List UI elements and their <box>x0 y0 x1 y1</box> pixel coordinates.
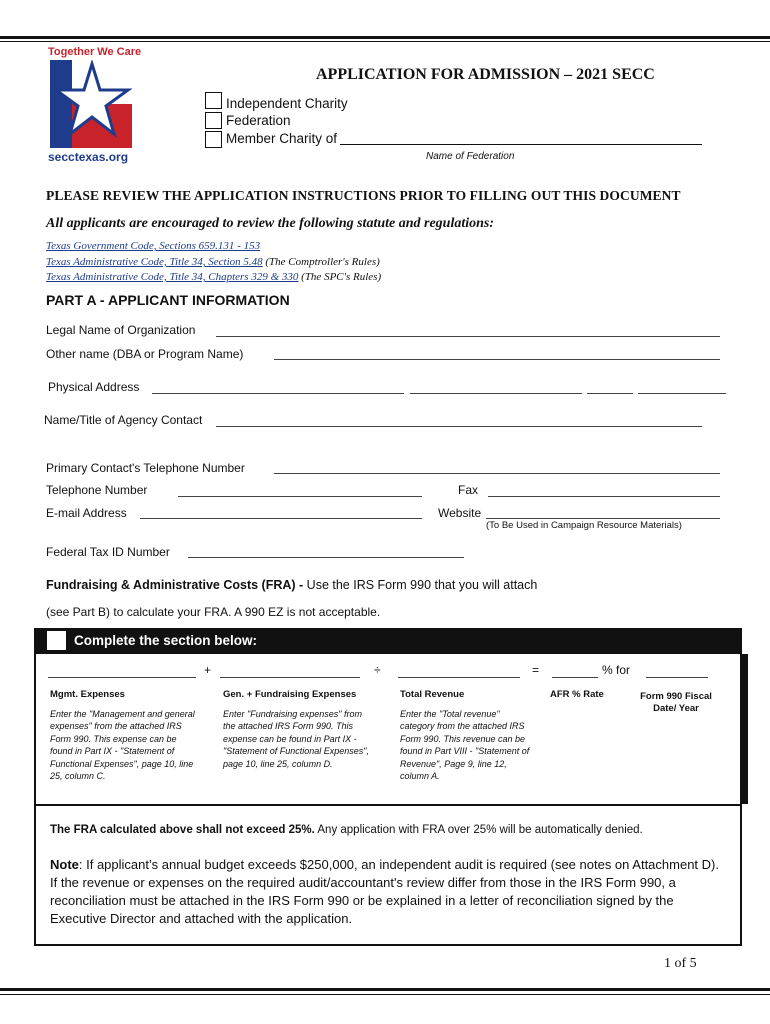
agency-contact-field[interactable] <box>216 426 702 427</box>
review-notice: PLEASE REVIEW THE APPLICATION INSTRUCTIONS PRIOR TO FILLING OUT THIS DOCUMENT <box>46 188 681 203</box>
legal-name-field[interactable] <box>216 336 720 337</box>
box-divider <box>34 804 742 806</box>
note-bold: Note <box>50 857 79 872</box>
divide-operator: ÷ <box>374 663 381 677</box>
city-field[interactable] <box>410 393 582 394</box>
fra-limit-bold: The FRA calculated above shall not exceed 25%. <box>50 824 315 836</box>
fra-complete-checkbox[interactable] <box>47 631 66 650</box>
mgmt-expenses-instructions: Enter the "Management and general expenses" from the attached IRS Form 990. This expense can be found in Part IX - "Statement of Functional Expenses", page 10, line 25, column C. <box>50 709 195 782</box>
federation-caption: Name of Federation <box>426 151 515 162</box>
note-text: : If applicant’s annual budget exceeds $250,000, an independent audit is required (see notes on Attachment D). If the revenue or expenses on the required audit/accountant's review differ from those in the IRS Form 990, a reconciliation must be attached in the IRS Form 990 or be explained in a letter of reconciliation signed by the Executive Director and attached with the application. <box>50 857 719 926</box>
fiscal-year-field[interactable] <box>646 677 708 678</box>
other-name-label: Other name (DBA or Program Name) <box>46 347 244 361</box>
bottom-rule <box>0 988 770 991</box>
fra-heading-bold: Fundraising & Administrative Costs (FRA) - <box>46 578 304 592</box>
total-revenue-head: Total Revenue <box>400 689 465 700</box>
percent-for-label: % for <box>602 663 631 677</box>
fra-limit-rest: Any application with FRA over 25% will be automatically denied. <box>314 824 643 836</box>
fra-subline: (see Part B) to calculate your FRA. A 990 EZ is not acceptable. <box>46 605 381 619</box>
independent-charity-checkbox[interactable] <box>205 92 222 109</box>
other-name-field[interactable] <box>274 359 720 360</box>
primary-phone-label: Primary Contact's Telephone Number <box>46 461 245 475</box>
legal-name-label: Legal Name of Organization <box>46 323 196 337</box>
plus-operator: + <box>204 663 212 677</box>
comptroller-rules-link[interactable]: Texas Administrative Code, Title 34, Section 5.48 <box>46 256 263 268</box>
spc-rules-note: (The SPC's Rules) <box>298 271 382 283</box>
gov-code-link[interactable]: Texas Government Code, Sections 659.131 - 153 <box>46 240 261 252</box>
top-rule <box>0 36 770 39</box>
fax-field[interactable] <box>488 496 720 497</box>
federation-name-field[interactable] <box>340 144 702 145</box>
mgmt-expenses-head: Mgmt. Expenses <box>50 689 125 700</box>
email-field[interactable] <box>140 518 422 519</box>
primary-phone-field[interactable] <box>274 473 720 474</box>
fiscal-year-head: Form 990 Fiscal Date/ Year <box>640 691 712 714</box>
afr-rate-head: AFR % Rate <box>550 689 604 700</box>
link-row <box>46 267 381 285</box>
gen-fundraising-head: Gen. + Fundraising Expenses <box>223 689 357 700</box>
member-charity-checkbox[interactable] <box>205 131 222 148</box>
bottom-rule-thin <box>0 994 770 995</box>
fra-limit-notice <box>50 824 643 836</box>
encouraged-heading: All applicants are encouraged to review the following statute and regulations: <box>46 216 495 231</box>
website-label: Website <box>438 506 482 520</box>
spc-rules-link[interactable]: Texas Administrative Code, Title 34, Chapters 329 & 330 <box>46 271 299 283</box>
mgmt-expenses-field[interactable] <box>48 677 196 678</box>
website-note: (To Be Used in Campaign Resource Materials) <box>486 520 682 531</box>
telephone-field[interactable] <box>178 496 422 497</box>
audit-note <box>50 856 720 928</box>
state-field[interactable] <box>587 393 633 394</box>
equals-operator: = <box>532 663 540 677</box>
federation-checkbox[interactable] <box>205 112 222 129</box>
fax-label: Fax <box>458 483 479 497</box>
page-title: APPLICATION FOR ADMISSION – 2021 SECC <box>316 66 655 83</box>
fra-heading <box>46 578 537 592</box>
total-revenue-instructions: Enter the "Total revenue" category from the attached IRS Form 990. This revenue can be found in Part VIII - "Statement of Revenue", Page 9, line 12, column A. <box>400 709 530 782</box>
box-side-shade <box>742 654 748 804</box>
logo-url: secctexas.org <box>48 150 129 164</box>
gen-fundraising-field[interactable] <box>220 677 360 678</box>
agency-contact-label: Name/Title of Agency Contact <box>44 413 203 427</box>
zip-field[interactable] <box>638 393 726 394</box>
part-a-heading: PART A - APPLICANT INFORMATION <box>46 292 290 308</box>
afr-rate-field[interactable] <box>552 677 598 678</box>
texas-star-logo-icon <box>50 60 132 148</box>
logo-tagline: Together We Care <box>48 46 142 58</box>
telephone-label: Telephone Number <box>46 483 148 497</box>
fra-box-title: Complete the section below: <box>74 633 258 648</box>
physical-address-label: Physical Address <box>48 380 140 394</box>
gen-fundraising-instructions: Enter "Fundraising expenses" from the attached IRS Form 990. This expense can be found in Part IX - "Statement of Functional Expenses", page 10, line 25, column D. <box>223 709 369 769</box>
page-number: 1 of 5 <box>664 956 697 971</box>
website-field[interactable] <box>486 518 720 519</box>
tax-id-label: Federal Tax ID Number <box>46 545 170 559</box>
comptroller-rules-note: (The Comptroller's Rules) <box>262 256 380 268</box>
email-label: E-mail Address <box>46 506 127 520</box>
total-revenue-field[interactable] <box>398 677 520 678</box>
tax-id-field[interactable] <box>188 557 464 558</box>
federation-label: Federation <box>226 113 291 128</box>
street-field[interactable] <box>152 393 404 394</box>
top-rule-thin <box>0 41 770 42</box>
member-charity-label: Member Charity of <box>226 131 338 146</box>
fra-heading-rest: Use the IRS Form 990 that you will attach <box>303 578 538 592</box>
independent-charity-label: Independent Charity <box>226 96 348 111</box>
